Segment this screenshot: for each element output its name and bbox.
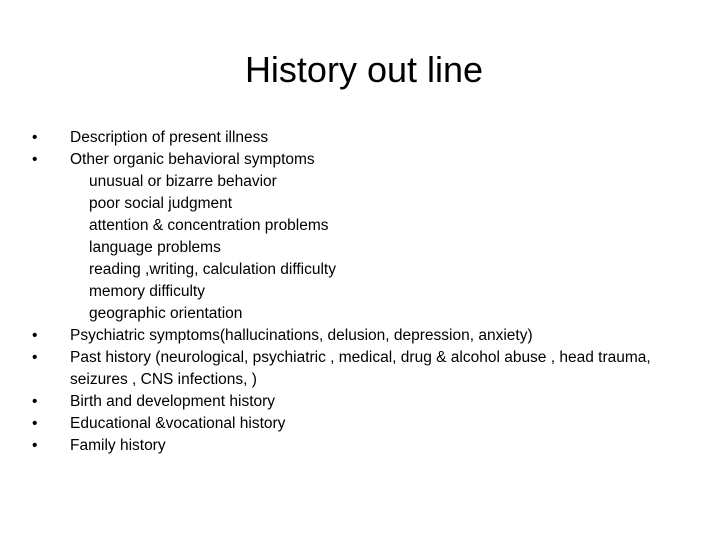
bullet-item [32,435,692,457]
bullet-item [32,325,692,347]
bullet-text: Past history (neurological, psychiatric , medical, drug & alcohol abuse , head trauma, seizures , CNS infections, ) [70,349,651,388]
sub-item: attention & concentration problems [89,217,329,234]
bullet-text: Description of present illness [70,129,269,146]
bullet-icon: • [32,437,38,454]
bullet-list [32,127,692,457]
bullet-icon: • [32,349,38,366]
slide-title: History out line [244,49,484,90]
bullet-icon: • [32,151,38,168]
bullet-icon: • [32,393,38,410]
bullet-icon: • [32,415,38,432]
bullet-text: Other organic behavioral symptoms [70,151,315,168]
bullet-item [32,391,692,413]
bullet-text: Family history [70,437,166,454]
sub-item: memory difficulty [89,283,205,300]
sub-item: poor social judgment [89,195,233,212]
bullet-item [32,127,692,149]
bullet-text: Educational &vocational history [70,415,286,432]
sub-item: unusual or bizarre behavior [89,173,277,190]
sub-item: language problems [89,239,221,256]
bullet-icon: • [32,129,38,146]
sub-item: geographic orientation [89,305,243,322]
bullet-icon: • [32,327,38,344]
bullet-text: Psychiatric symptoms(hallucinations, delusion, depression, anxiety) [70,327,533,344]
bullet-item [32,413,692,435]
sub-item: reading ,writing, calculation difficulty [89,261,336,278]
bullet-text: Birth and development history [70,393,276,410]
bullet-item [32,149,692,171]
bullet-item [32,347,692,391]
